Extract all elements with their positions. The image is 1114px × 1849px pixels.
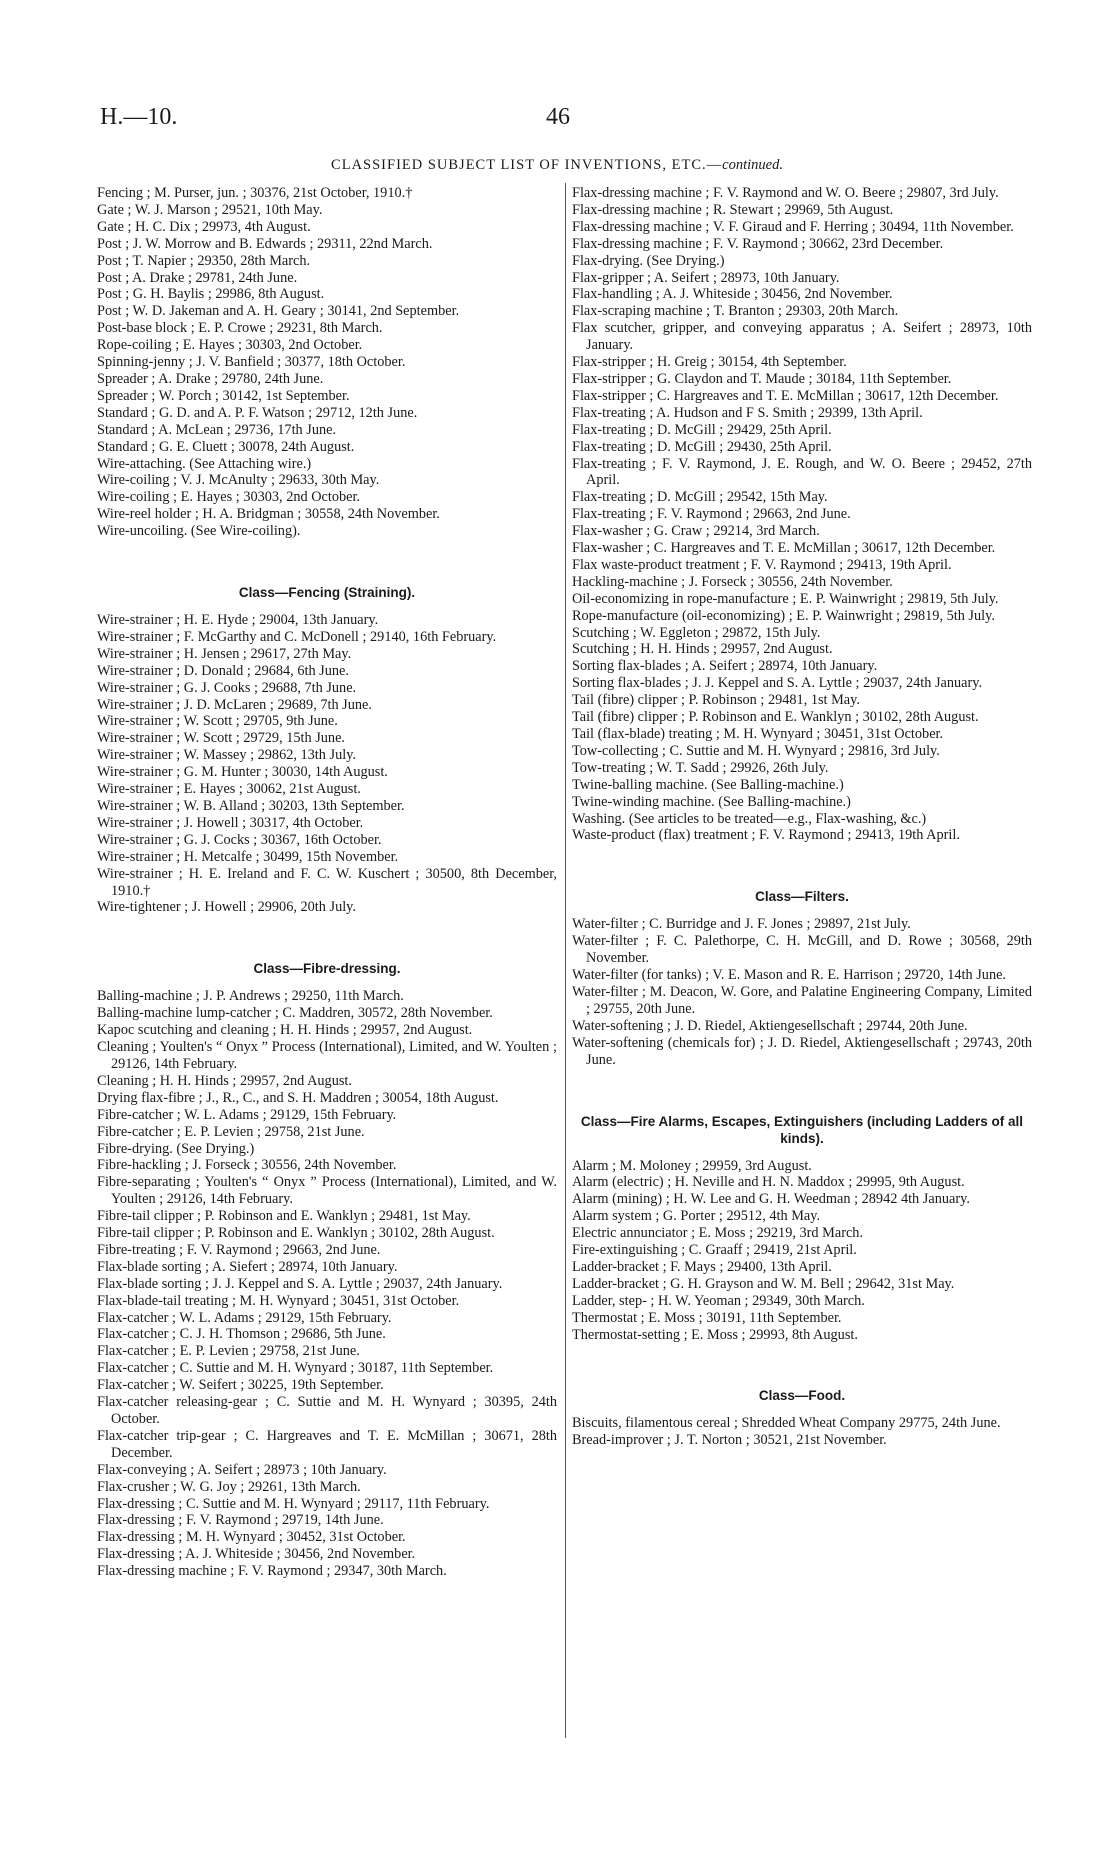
list-item: Flax-treating ; F. V. Raymond ; 29663, 2nd June. — [572, 506, 851, 523]
left-column — [97, 185, 557, 1580]
list-item: Rope-coiling ; E. Hayes ; 30303, 2nd October. — [97, 337, 363, 354]
list-item: Fibre-hackling ; J. Forseck ; 30556, 24th November. — [97, 1157, 397, 1174]
list-item: Flax waste-product treatment ; F. V. Raymond ; 29413, 19th April. — [572, 556, 952, 573]
list-item: Tail (fibre) clipper ; P. Robinson and E. Wanklyn ; 30102, 28th August. — [572, 709, 979, 726]
list-item: Wire-strainer ; J. Howell ; 30317, 4th October. — [97, 814, 364, 831]
list-item: Flax-dressing ; M. H. Wynyard ; 30452, 31st October. — [97, 1529, 406, 1546]
list-item: Electric annunciator ; E. Moss ; 29219, 3rd March. — [572, 1225, 864, 1242]
list-item: Flax-treating ; D. McGill ; 29542, 15th May. — [572, 489, 828, 506]
class-entries — [572, 916, 1032, 1068]
list-item: Twine-winding machine. (See Balling-machine.) — [572, 793, 851, 810]
list-item: Balling-machine ; J. P. Andrews ; 29250, 11th March. — [97, 988, 404, 1005]
class-heading: Class—Fibre-dressing. — [253, 961, 401, 977]
list-item: Wire-strainer ; G. J. Cooks ; 29688, 7th June. — [97, 679, 357, 696]
list-item: Wire-strainer ; W. Scott ; 29705, 9th June. — [97, 713, 338, 730]
list-item: Thermostat ; E. Moss ; 30191, 11th September. — [572, 1309, 842, 1326]
list-item: Cleaning ; Youlten's “ Onyx ” Process (International), Limited, and W. Youlten ; 29126, 14th February. — [97, 1039, 557, 1072]
list-item: Kapoc scutching and cleaning ; H. H. Hinds ; 29957, 2nd August. — [97, 1022, 473, 1039]
class-entries — [572, 1158, 1032, 1344]
list-item: Wire-coiling ; V. J. McAnulty ; 29633, 30th May. — [97, 472, 380, 489]
running-title-main: CLASSIFIED SUBJECT LIST OF INVENTIONS, ETC.— — [331, 157, 723, 173]
list-item: Fibre-catcher ; E. P. Levien ; 29758, 21st June. — [97, 1123, 365, 1140]
list-item: Rope-manufacture (oil-economizing) ; E. P. Wainwright ; 29819, 5th July. — [572, 607, 995, 624]
list-item: Post ; A. Drake ; 29781, 24th June. — [97, 269, 298, 286]
list-item: Wire-attaching. (See Attaching wire.) — [97, 455, 312, 472]
list-item: Flax-washer ; C. Hargreaves and T. E. McMillan ; 30617, 12th December. — [572, 540, 996, 557]
list-item: Wire-tightener ; J. Howell ; 29906, 20th July. — [97, 899, 356, 916]
list-item: Flax-gripper ; A. Seifert ; 28973, 10th January. — [572, 269, 840, 286]
list-item: Tail (flax-blade) treating ; M. H. Wynyard ; 30451, 31st October. — [572, 726, 944, 742]
list-item: Scutching ; W. Eggleton ; 29872, 15th July. — [572, 624, 821, 641]
class-section — [97, 960, 557, 1580]
list-item: Flax-dressing machine ; F. V. Raymond ; 29347, 30th March. — [97, 1563, 447, 1580]
list-item: Flax-dressing ; C. Suttie and M. H. Wynyard ; 29117, 11th February. — [97, 1495, 490, 1512]
list-item: Post-base block ; E. P. Crowe ; 29231, 8th March. — [97, 320, 383, 337]
list-item: Wire-reel holder ; H. A. Bridgman ; 30558, 24th November. — [97, 506, 440, 523]
list-item: Flax-catcher ; C. J. H. Thomson ; 29686, 5th June. — [97, 1326, 386, 1343]
list-item: Flax-dressing machine ; V. F. Giraud and F. Herring ; 30494, 11th November. — [572, 218, 1014, 235]
list-item: Wire-uncoiling. (See Wire-coiling). — [97, 523, 301, 540]
list-item: Water-softening (chemicals for) ; J. D. Riedel, Aktiengesellschaft ; 29743, 20th June. — [572, 1034, 1032, 1068]
class-entries — [97, 612, 557, 916]
list-item: Post ; W. D. Jakeman and A. H. Geary ; 30141, 2nd September. — [97, 303, 460, 320]
list-item: Ladder, step- ; H. W. Yeoman ; 29349, 30th March. — [572, 1292, 865, 1309]
list-item: Standard ; G. E. Cluett ; 30078, 24th August. — [97, 438, 355, 455]
list-item: Flax-blade sorting ; A. Siefert ; 28974, 10th January. — [97, 1258, 398, 1275]
column-divider — [565, 183, 566, 1738]
list-item: Flax-crusher ; W. G. Joy ; 29261, 13th March. — [97, 1478, 361, 1495]
list-item: Biscuits, filamentous cereal ; Shredded Wheat Company 29775, 24th June. — [572, 1415, 1001, 1432]
list-item: Hackling-machine ; J. Forseck ; 30556, 24th November. — [572, 573, 893, 590]
right-sections — [572, 888, 1032, 1449]
list-item: Standard ; A. McLean ; 29736, 17th June. — [97, 421, 337, 438]
right-column — [572, 185, 1032, 1449]
class-heading: Class—Fencing (Straining). — [238, 585, 416, 601]
list-item: Water-filter ; C. Burridge and J. F. Jones ; 29897, 21st July. — [572, 916, 911, 933]
list-item: Wire-strainer ; W. Scott ; 29729, 15th June. — [97, 730, 345, 747]
list-item: Alarm system ; G. Porter ; 29512, 4th May. — [572, 1208, 821, 1225]
list-item: Flax-handling ; A. J. Whiteside ; 30456, 2nd November. — [572, 286, 893, 303]
list-item: Flax-treating ; A. Hudson and F S. Smith ; 29399, 13th April. — [572, 404, 923, 421]
list-item: Post ; G. H. Baylis ; 29986, 8th August. — [97, 286, 325, 303]
running-title-continued: continued. — [722, 157, 783, 173]
list-item: Flax-dressing ; A. J. Whiteside ; 30456, 2nd November. — [97, 1546, 416, 1563]
list-item: Water-filter (for tanks) ; V. E. Mason and R. E. Harrison ; 29720, 14th June. — [572, 967, 1007, 984]
list-item: Spreader ; W. Porch ; 30142, 1st September. — [97, 387, 350, 404]
list-item: Thermostat-setting ; E. Moss ; 29993, 8th August. — [572, 1326, 858, 1343]
list-item: Flax-catcher ; W. Seifert ; 30225, 19th September. — [97, 1377, 384, 1394]
class-section — [572, 1113, 1032, 1344]
list-item: Ladder-bracket ; G. H. Grayson and W. M. Bell ; 29642, 31st May. — [572, 1275, 955, 1292]
list-item: Wire-strainer ; F. McGarthy and C. McDonell ; 29140, 16th February. — [97, 628, 497, 645]
list-item: Flax-drying. (See Drying.) — [572, 252, 725, 269]
list-item: Spreader ; A. Drake ; 29780, 24th June. — [97, 370, 324, 387]
list-item: Twine-balling machine. (See Balling-machine.) — [572, 776, 844, 793]
list-item: Flax-washer ; G. Craw ; 29214, 3rd March. — [572, 523, 820, 540]
list-item: Flax-dressing machine ; R. Stewart ; 29969, 5th August. — [572, 201, 894, 218]
list-item: Wire-strainer ; J. D. McLaren ; 29689, 7th June. — [97, 696, 372, 713]
right-intro-list — [572, 185, 1032, 844]
class-entries — [572, 1415, 1032, 1449]
list-item: Wire-strainer ; G. M. Hunter ; 30030, 14th August. — [97, 764, 388, 781]
list-item: Flax-stripper ; H. Greig ; 30154, 4th September. — [572, 354, 847, 371]
list-item: Flax-blade sorting ; J. J. Keppel and S. A. Lyttle ; 29037, 24th January. — [97, 1275, 503, 1292]
class-entries — [97, 988, 557, 1580]
list-item: Fibre-drying. (See Drying.) — [97, 1140, 255, 1157]
list-item: Cleaning ; H. H. Hinds ; 29957, 2nd August. — [97, 1072, 352, 1089]
list-item: Flax-stripper ; G. Claydon and T. Maude ; 30184, 11th September. — [572, 370, 952, 387]
list-item: Alarm (mining) ; H. W. Lee and G. H. Weedman ; 28942 4th January. — [572, 1191, 970, 1208]
list-item: Sorting flax-blades ; J. J. Keppel and S. A. Lyttle ; 29037, 24th January. — [572, 675, 983, 692]
list-item: Flax-dressing machine ; F. V. Raymond and W. O. Beere ; 29807, 3rd July. — [572, 185, 999, 201]
list-item: Sorting flax-blades ; A. Seifert ; 28974, 10th January. — [572, 658, 878, 675]
list-item: Fencing ; M. Purser, jun. ; 30376, 21st October, 1910.† — [97, 185, 413, 201]
class-heading: Class—Filters. — [755, 889, 849, 905]
list-item: Post ; J. W. Morrow and B. Edwards ; 29311, 22nd March. — [97, 235, 433, 252]
page-ref: H.—10. — [100, 104, 178, 130]
list-item: Scutching ; H. H. Hinds ; 29957, 2nd August. — [572, 641, 833, 658]
list-item: Flax-catcher ; C. Suttie and M. H. Wynyard ; 30187, 11th September. — [97, 1360, 494, 1377]
class-section — [97, 584, 557, 916]
list-item: Flax-stripper ; C. Hargreaves and T. E. McMillan ; 30617, 12th December. — [572, 387, 999, 404]
list-item: Fibre-treating ; F. V. Raymond ; 29663, 2nd June. — [97, 1241, 381, 1258]
list-item: Fibre-tail clipper ; P. Robinson and E. Wanklyn ; 29481, 1st May. — [97, 1208, 471, 1225]
list-item: Post ; T. Napier ; 29350, 28th March. — [97, 252, 311, 269]
list-item: Wire-strainer ; H. E. Hyde ; 29004, 13th January. — [97, 612, 379, 629]
list-item: Drying flax-fibre ; J., R., C., and S. H. Maddren ; 30054, 18th August. — [97, 1089, 499, 1106]
list-item: Balling-machine lump-catcher ; C. Maddren, 30572, 28th November. — [97, 1005, 493, 1022]
left-sections — [97, 584, 557, 1580]
list-item: Water-filter ; M. Deacon, W. Gore, and Palatine Engineering Company, Limited ; 29755, 20th June. — [572, 983, 1032, 1017]
list-item: Spinning-jenny ; J. V. Banfield ; 30377, 18th October. — [97, 354, 406, 371]
list-item: Fire-extinguishing ; C. Graaff ; 29419, 21st April. — [572, 1242, 857, 1259]
list-item: Tow-collecting ; C. Suttie and M. H. Wynyard ; 29816, 3rd July. — [572, 742, 940, 759]
list-item: Tow-treating ; W. T. Sadd ; 29926, 26th July. — [572, 759, 829, 776]
list-item: Ladder-bracket ; F. Mays ; 29400, 13th April. — [572, 1258, 832, 1275]
class-heading: Class—Fire Alarms, Escapes, Extinguishers (including Ladders of all kinds). — [580, 1113, 1024, 1146]
list-item: Fibre-tail clipper ; P. Robinson and E. Wanklyn ; 30102, 28th August. — [97, 1225, 495, 1242]
list-item: Alarm ; M. Moloney ; 29959, 3rd August. — [572, 1157, 812, 1174]
class-section — [572, 888, 1032, 1068]
list-item: Flax-catcher ; W. L. Adams ; 29129, 15th February. — [97, 1309, 392, 1326]
list-item: Wire-strainer ; H. Metcalfe ; 30499, 15th November. — [97, 848, 399, 865]
list-item: Bread-improver ; J. T. Norton ; 30521, 21st November. — [572, 1432, 887, 1449]
list-item: Flax-treating ; D. McGill ; 29430, 25th April. — [572, 438, 832, 455]
list-item: Wire-strainer ; D. Donald ; 29684, 6th June. — [97, 662, 349, 679]
class-section — [572, 1387, 1032, 1449]
list-item: Flax scutcher, gripper, and conveying apparatus ; A. Seifert ; 28973, 10th January. — [572, 320, 1032, 354]
list-item: Fibre-catcher ; W. L. Adams ; 29129, 15th February. — [97, 1106, 397, 1123]
left-intro-list — [97, 185, 557, 540]
list-item: Alarm (electric) ; H. Neville and H. N. Maddox ; 29995, 9th August. — [572, 1174, 965, 1191]
list-item: Wire-strainer ; W. Massey ; 29862, 13th July. — [97, 747, 356, 764]
page-number: 46 — [546, 104, 570, 130]
list-item: Flax-blade-tail treating ; M. H. Wynyard ; 30451, 31st October. — [97, 1292, 460, 1309]
list-item: Flax-dressing ; F. V. Raymond ; 29719, 14th June. — [97, 1512, 384, 1529]
list-item: Wire-strainer ; E. Hayes ; 30062, 21st August. — [97, 781, 361, 798]
list-item: Tail (fibre) clipper ; P. Robinson ; 29481, 1st May. — [572, 692, 860, 709]
list-item: Flax-conveying ; A. Seifert ; 28973 ; 10th January. — [97, 1461, 387, 1478]
list-item: Oil-economizing in rope-manufacture ; E. P. Wainwright ; 29819, 5th July. — [572, 590, 999, 607]
list-item: Flax-treating ; F. V. Raymond, J. E. Rough, and W. O. Beere ; 29452, 27th April. — [572, 455, 1032, 489]
list-item: Fibre-separating ; Youlten's “ Onyx ” Process (International), Limited, and W. Youlten ; 29126, 14th February. — [97, 1174, 557, 1208]
list-item: Gate ; H. C. Dix ; 29973, 4th August. — [97, 218, 311, 235]
list-item: Flax-catcher releasing-gear ; C. Suttie and M. H. Wynyard ; 30395, 24th October. — [97, 1394, 557, 1427]
list-item: Wire-coiling ; E. Hayes ; 30303, 2nd October. — [97, 489, 361, 506]
list-item: Flax-dressing machine ; F. V. Raymond ; 30662, 23rd December. — [572, 235, 944, 252]
class-heading: Class—Food. — [758, 1388, 846, 1404]
list-item: Wire-strainer ; H. E. Ireland and F. C. W. Kuschert ; 30500, 8th December, 1910.† — [97, 865, 557, 899]
list-item: Wire-strainer ; G. J. Cocks ; 30367, 16th October. — [97, 831, 382, 848]
list-item: Waste-product (flax) treatment ; F. V. Raymond ; 29413, 19th April. — [572, 827, 960, 844]
list-item: Gate ; W. J. Marson ; 29521, 10th May. — [97, 201, 323, 218]
list-item: Flax-treating ; D. McGill ; 29429, 25th April. — [572, 421, 832, 438]
list-item: Standard ; G. D. and A. P. F. Watson ; 29712, 12th June. — [97, 404, 418, 421]
list-item: Flax-catcher ; E. P. Levien ; 29758, 21st June. — [97, 1343, 360, 1360]
running-title — [0, 157, 1114, 174]
list-item: Wire-strainer ; W. B. Alland ; 30203, 13th September. — [97, 798, 405, 814]
list-item: Flax-catcher trip-gear ; C. Hargreaves and T. E. McMillan ; 30671, 28th December. — [97, 1427, 557, 1461]
list-item: Water-softening ; J. D. Riedel, Aktiengesellschaft ; 29744, 20th June. — [572, 1017, 968, 1034]
list-item: Washing. (See articles to be treated—e.g., Flax-washing, &c.) — [572, 810, 927, 827]
list-item: Flax-scraping machine ; T. Branton ; 29303, 20th March. — [572, 303, 899, 320]
list-item: Water-filter ; F. C. Palethorpe, C. H. McGill, and D. Rowe ; 30568, 29th November. — [572, 933, 1032, 967]
list-item: Wire-strainer ; H. Jensen ; 29617, 27th May. — [97, 645, 352, 662]
